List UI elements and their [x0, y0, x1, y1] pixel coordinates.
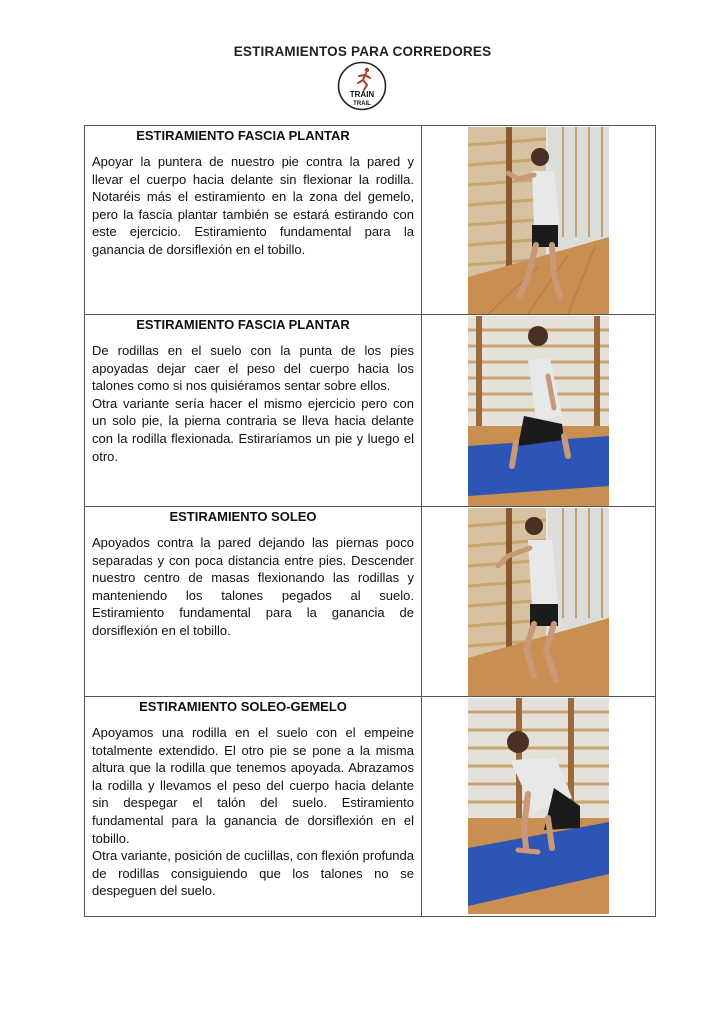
exercise-title: ESTIRAMIENTO SOLEO [169, 509, 317, 524]
exercise-paragraph: De rodillas en el suelo con la punta de los pies apoyadas dejar caer el peso del cuerpo hacia los talones como si nos quisiéramos sentar sobre ellos. [92, 343, 414, 394]
exercise-paragraph: Otra variante, posición de cuclillas, con flexión profunda de rodillas consiguiendo que los talones no se despeguen del suelo. [92, 848, 414, 899]
exercises-table [84, 125, 656, 917]
exercise-photo-crouching [468, 698, 609, 914]
document-title: ESTIRAMIENTOS PARA CORREDORES [233, 44, 492, 59]
exercise-photo-cell [422, 507, 656, 697]
exercise-photo-kneeling [468, 316, 609, 506]
exercise-row [85, 507, 656, 697]
exercise-description [92, 724, 414, 900]
exercise-title: ESTIRAMIENTO SOLEO-GEMELO [139, 699, 347, 714]
exercise-photo-wall-soleus [468, 508, 609, 696]
exercise-text-cell [85, 315, 422, 507]
exercise-paragraph: Apoyamos una rodilla en el suelo con el empeine totalmente extendido. El otro pie se pone a la misma altura que la rodilla que tenemos apoyada. Abrazamos la rodilla y llevamos el peso del cuerpo hacia delante sin despegar el talón del suelo. Estiramiento fundamental para la ganancia de dorsiflexión en el tobillo. [92, 725, 414, 846]
exercise-row [85, 126, 656, 315]
exercise-row [85, 697, 656, 917]
exercise-title: ESTIRAMIENTO FASCIA PLANTAR [136, 317, 350, 332]
exercise-photo-cell [422, 697, 656, 917]
train-trail-logo [337, 61, 387, 111]
exercise-photo-cell [422, 315, 656, 507]
exercise-text-cell [85, 697, 422, 917]
exercise-description [92, 534, 414, 640]
svg-text:TRAIN: TRAIN [349, 90, 375, 99]
exercise-paragraph: Apoyados contra la pared dejando las piernas poco separadas y con poca distancia entre pies. Descender nuestro centro de masas flexionando las rodillas y manteniendo los talones pegados al suelo. Estiramiento fundamental para la ganancia de dorsiflexión en el tobillo. [92, 535, 414, 638]
exercise-paragraph: Otra variante sería hacer el mismo ejercicio pero con un solo pie, la pierna contraria se lleva hacia delante con la rodilla flexionada. Estiraríamos un pie y luego el otro. [92, 395, 414, 464]
exercise-description [92, 342, 414, 465]
exercise-title: ESTIRAMIENTO FASCIA PLANTAR [136, 128, 350, 143]
exercise-paragraph: Apoyar la puntera de nuestro pie contra la pared y llevar el cuerpo hacia delante sin flexionar la rodilla. Notaréis más el estiramiento en la zona del gemelo, pero la fascia plantar también se estará estirando con este ejercicio. Estiramiento fundamental para la ganancia de dorsiflexión en el tobillo. [92, 154, 414, 257]
exercise-text-cell [85, 507, 422, 697]
exercise-photo-cell [422, 126, 656, 315]
exercise-photo-wall-calf [468, 127, 609, 314]
exercise-row [85, 315, 656, 507]
exercise-description [92, 153, 414, 259]
exercise-text-cell [85, 126, 422, 315]
svg-text:TRAIL: TRAIL [353, 101, 371, 107]
